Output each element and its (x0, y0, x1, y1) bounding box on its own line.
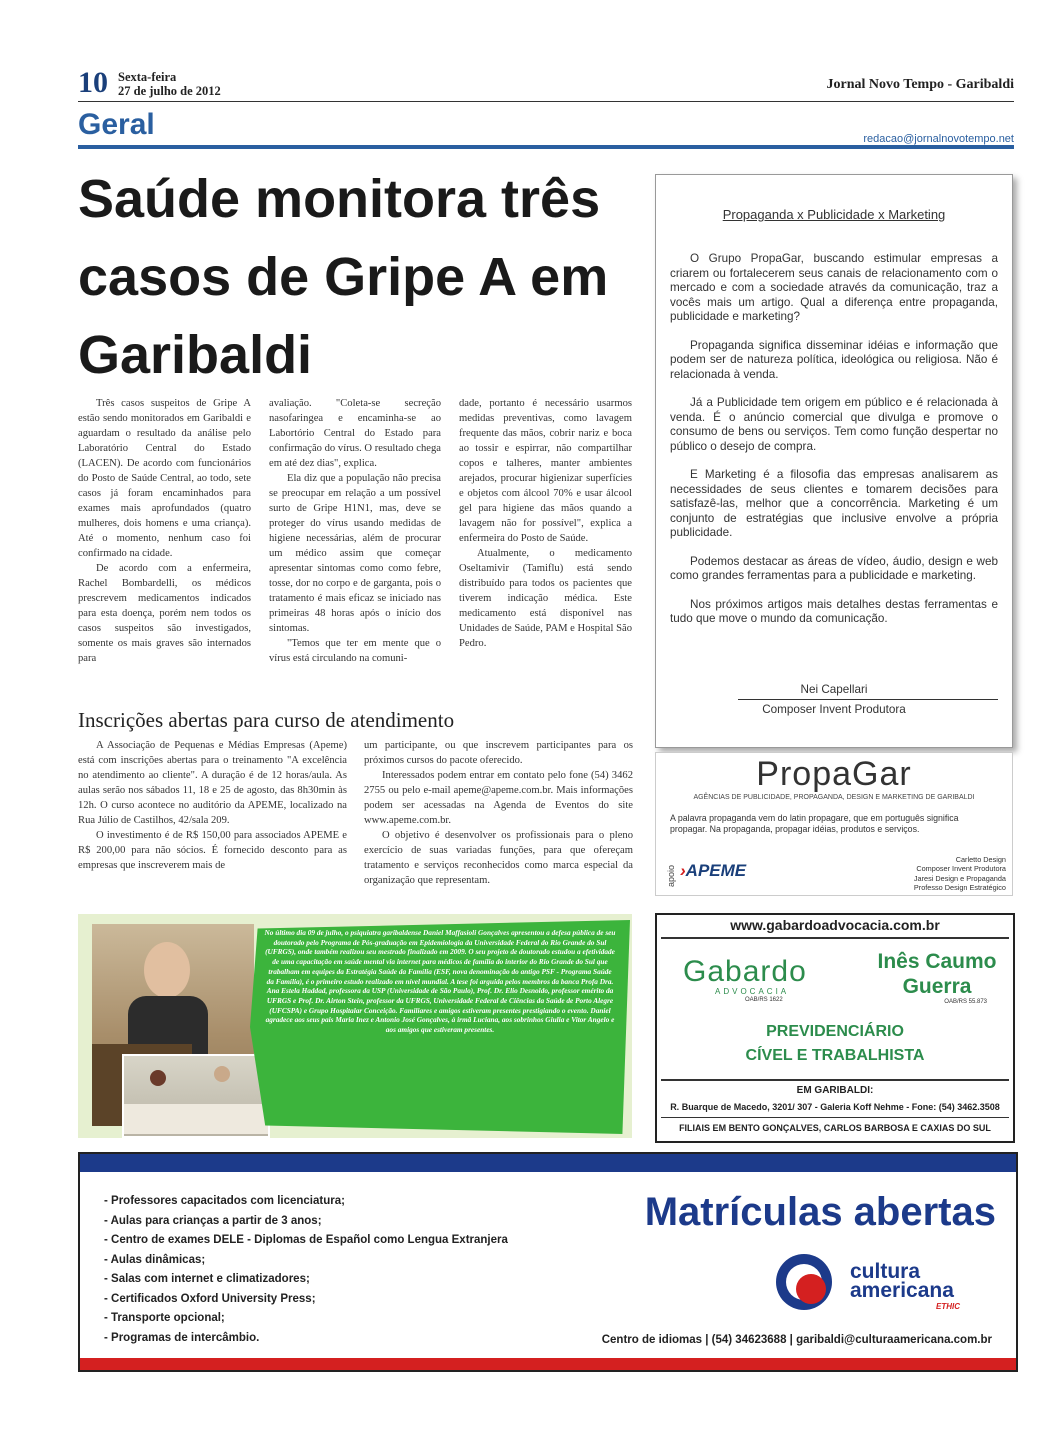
propagar-tagline: AGÊNCIAS DE PUBLICIDADE, PROPAGANDA, DESIGN E MARKETING DE GARIBALDI (693, 794, 975, 801)
doctorate-text: No último dia 09 de julho, o psiquiatra garibaldense Daniel Maffasioli Gonçalves apresentou a defesa pública de seu doutorado pelo Programa de Pós-graduação em Epidemiologia da Universidade Federal do Rio Grande do Sul (UFRGS), onde também realizou seu mestrado finalizado em 2009. O seu projeto de doutorado estudou a efetividade de uma capacitação em saúde mental via internet para médicos de família do interior do Rio Grande do Sul que trabalham em equipes da Estratégia Saúde da Família (ESF, nova denominação do antigo PSF - Programa Saúde da Família), é o primeiro estudo realizado em nível mundial. A tese foi arguida pelos membros da banca Profa Dra. Ana Estela Haddad, professora da USP (Universidade de São Paulo), Prof. Dr. Elio Desnoldo, professor emérito da UFRGS e Prof. Dr. Airton Stein, professor da UFRGS, Universidade Federal de Ciências da Saúde de Porto Alegre (UFCSPA) e Grupo Hospitalar Conceição. Familiares e amigos estiveram presentes prestigiando o evento. Daniel agradece aos seus pais Maria Inez e Antonio José Gonçalves, à irmã Luciana, aos sobrinhos Giulia e Vitor Angelo e aos amigos que estiveram presentes. (264, 928, 616, 1035)
speaker-head (144, 942, 190, 998)
top-stripe (80, 1154, 1016, 1172)
branches: FILIAIS EM BENTO GONÇALVES, CARLOS BARBOSA E CAXIAS DO SUL (679, 1123, 991, 1133)
signature-rule (738, 699, 998, 700)
propagar-ad (655, 752, 1013, 896)
matriculas-headline: Matrículas abertas (644, 1190, 996, 1234)
cultura-logo-icon (776, 1254, 832, 1310)
photo-audience (122, 1054, 270, 1138)
box-paragraph: Podemos destacar as áreas de vídeo, áudio, design e web como grandes ferramentas para a publicidade e marketing. (670, 554, 998, 582)
paragraph: Interessados podem entrar em contato pelo fone (54) 3462 2755 ou pelo e-mail apeme@apeme.com.br. Mais informações podem ser acessadas na Agenda de Eventos do site www.apeme.com.br. (364, 770, 633, 826)
brand-line-2: americana (850, 1279, 954, 1302)
weekday: Sexta-feira (118, 70, 177, 84)
lawyer-name: Inês Caumo Guerra (877, 950, 997, 998)
cultura-americana-ad (78, 1152, 1018, 1372)
table (124, 1104, 268, 1134)
list-item: - Programas de intercâmbio. (104, 1331, 260, 1344)
person (150, 1070, 166, 1086)
box-paragraph: E Marketing é a filosofia das empresas analisarem as necessidades de seus clientes e tomarem decisões para satisfazê-las, melhor que a concorrência. Marketing é um conjunto de estratégias que inclusive envolve a própria publicidade. (670, 468, 998, 539)
propagar-members (914, 855, 1006, 892)
propagar-text: A palavra propaganda vem do latin propagare, que em português significa propagar. Na propaganda, propagar idéias, produtos e serviços. (670, 813, 959, 834)
section-rule (78, 145, 1014, 149)
gabardo-logo-sub: ADVOCACIA (715, 987, 790, 996)
apoio-label: apoio (666, 864, 677, 888)
list-item: - Professores capacitados com licenciatura; (104, 1195, 345, 1207)
article-column-2 (269, 396, 441, 666)
list-item: - Aulas dinâmicas; (104, 1253, 206, 1266)
oab-number-2: OAB/RS 55.873 (944, 999, 987, 1005)
oab-number: OAB/RS 1622 (745, 997, 783, 1003)
paragraph: "Temos que ter em mente que o vírus está circulando na comuni- (269, 638, 441, 664)
paragraph: dade, portanto é necessário usarmos medidas preventivas, como lavagem frequente das mãos, cobrir nariz e boca ao tossir e espirrar, não compartilhar copos e talheres, manter ambientes arejados, procurar higienizar superfícies e objetos com álcool 70% e usar álcool gel para higiene das mãos quando a lavagem não for possível", explica a enfermeira do Posto de Saúde. (459, 398, 632, 544)
rule (661, 937, 1009, 939)
bottom-stripe (80, 1358, 1016, 1370)
paragraph: avaliação. "Coleta-se secreção nasofaringea e encaminha-se ao Labortório Central do Estado para confirmação do vírus. O resultado chega em até dez dias", explica. (269, 398, 441, 469)
member: Professo Design Estratégico (913, 882, 1006, 892)
person (214, 1066, 230, 1082)
article2-column-2 (364, 738, 633, 888)
paragraph: O objetivo é desenvolver os profissionais para o pleno exercício de suas variadas funções, para que ofereçam tratamento e serviços reconhecidos como marca especial da organização que representam. (364, 830, 633, 886)
gabardo-logo: Gabardo (683, 955, 807, 988)
list-item: - Salas com internet e climatizadores; (104, 1273, 310, 1285)
box-author: Nei Capellari (800, 683, 868, 696)
box-paragraph: O Grupo PropaGar, buscando estimular empresas a criarem ou fortalecerem seus canais de relacionamento com o mercado e com a sociedade através da comunicação, traz a vocês mais um artigo. Qual a diferença entre propaganda, publicidade e marketing? (670, 252, 998, 323)
brand-line-1: cultura (850, 1260, 921, 1283)
apeme-name: APEME (685, 861, 747, 880)
apeme-logo (680, 861, 746, 881)
list-item: - Aulas para crianças a partir de 3 anos; (104, 1214, 322, 1227)
contact-info[interactable]: Centro de idiomas | (54) 34623688 | garibaldi@culturaamericana.com.br (601, 1334, 992, 1346)
article2-headline: Inscrições abertas para curso de atendimento (78, 708, 455, 732)
member: Jaresi Design e Propaganda (913, 873, 1006, 883)
article-column-3 (459, 396, 632, 651)
rule (661, 1079, 1009, 1081)
propagar-logo: PropaGar (756, 755, 912, 793)
features-list (104, 1192, 508, 1348)
apeme-swoosh-icon: › (680, 861, 686, 880)
office-address: R. Buarque de Macedo, 3201/ 307 - Galeria Koff Nehme - Fone: (54) 3462.3508 (670, 1102, 1000, 1112)
doctorate-ad (78, 914, 632, 1138)
paragraph: O investimento é de R$ 150,00 para associados APEME e R$ 200,00 para não sócios. É fornecido desconto para as empresas que inscreverem mais de (78, 830, 347, 871)
issue-date (118, 70, 221, 98)
article-headline: Saúde monitora três casos de Gripe A em Garibaldi (78, 169, 609, 385)
propaganda-article-box (655, 174, 1013, 748)
box-title: Propaganda x Publicidade x Marketing (722, 207, 946, 222)
practice-area-2: CÍVEL E TRABALHISTA (745, 1047, 925, 1064)
paragraph: Atualmente, o medicamento Oseltamivir (Tamiflu) está sendo distribuído para todos os pacientes que tiverem indicação médica. Este medicamento está disponível nas Unidades de Saúde, PAM e Hospital São Pedro. (459, 548, 632, 649)
list-item: - Transporte opcional; (104, 1312, 225, 1324)
box-paragraph: Já a Publicidade tem origem em público e é relacionada à venda. É o anúncio comercial que divulga e promove o consumo de bens ou serviços. Tem como função despertar no público o desejo de compra. (670, 396, 998, 453)
rule (661, 1117, 1009, 1118)
box-paragraph: Propaganda significa disseminar idéias e informação que podem ser de natureza política, ideológica ou religiosa. Não é relacionada à venda. (670, 338, 998, 381)
practice-area-1: PREVIDENCIÁRIO (766, 1023, 904, 1040)
section-title: Geral (78, 108, 155, 141)
article2-column-1 (78, 738, 347, 873)
newspaper-name: Jornal Novo Tempo - Garibaldi (826, 77, 1014, 92)
member: Carletto Design (955, 855, 1006, 864)
list-item: - Centro de exames DELE - Diplomas de Español como Lengua Extranjera (104, 1234, 508, 1246)
newsroom-email[interactable]: redacao@jornalnovotempo.net (863, 133, 1014, 145)
paragraph: Três casos suspeitos de Gripe A estão sendo monitorados em Garibaldi e aguardam o resultado da análise pelo Laboratório Central do Estado (LACEN). De acordo com funcionários do Posto de Saúde Central, ao todo, sete casos já foram encaminhados para exames mais aprofundados (quatro mulheres, dois homens e uma criança). Até o momento, nenhum caso foi confirmado na cidade. (78, 398, 251, 559)
box-company: Composer Invent Produtora (762, 703, 906, 716)
office-city: EM GARIBALDI: (796, 1085, 874, 1096)
header-rule (78, 101, 1014, 102)
paragraph: Ela diz que a população não precisa se preocupar em relação a um possível surto de Gripe H1N1, mas, deve se proteger do vírus usando medidas de higiene necessárias, além de procurar um médico assim que começar apresentar sintomas como como febre, tosse, dor no corpo e de garganta, pois o tratamento é mais eficaz se iniciado nas primeiras 48 horas após o início dos sintomas. (269, 473, 441, 634)
gabardo-ad (655, 913, 1015, 1143)
paragraph: um participante, ou que inscrevem participantes para os próximos cursos do pacote oferecido. (364, 740, 633, 766)
brand-ethic: ETHIC (936, 1302, 960, 1311)
member: Composer Invent Produtora (916, 864, 1006, 874)
paragraph: De acordo com a enfermeira, Rachel Bombardelli, os médicos prescrevem medicamentos indicados para esta doença, porém nem todos os casos suspeitos são investigados, somente os mais graves são internados para (78, 563, 251, 664)
box-paragraph: Nos próximos artigos mais detalhes destas ferramentas e tudo que move o mundo da comunicação. (670, 597, 998, 625)
list-item: - Certificados Oxford University Press; (104, 1292, 316, 1305)
article-column-1 (78, 396, 251, 666)
gabardo-site[interactable]: www.gabardoadvocacia.com.br (730, 917, 940, 933)
cultura-brand (850, 1262, 954, 1300)
paragraph: A Associação de Pequenas e Médias Empresas (Apeme) está com inscrições abertas para o treinamento "A excelência no atendimento ao cliente". A duração é de 12 horas/aula. As aulas serão nos sábados 11, 18 e 25 de agosto, das 8h30min às 12h. O curso acontece no auditório da APEME, localizado na Rua Júlio de Castilhos, 42/sala 209. (78, 740, 347, 826)
page-number: 10 (78, 66, 108, 99)
date: 27 de julho de 2012 (118, 84, 221, 98)
